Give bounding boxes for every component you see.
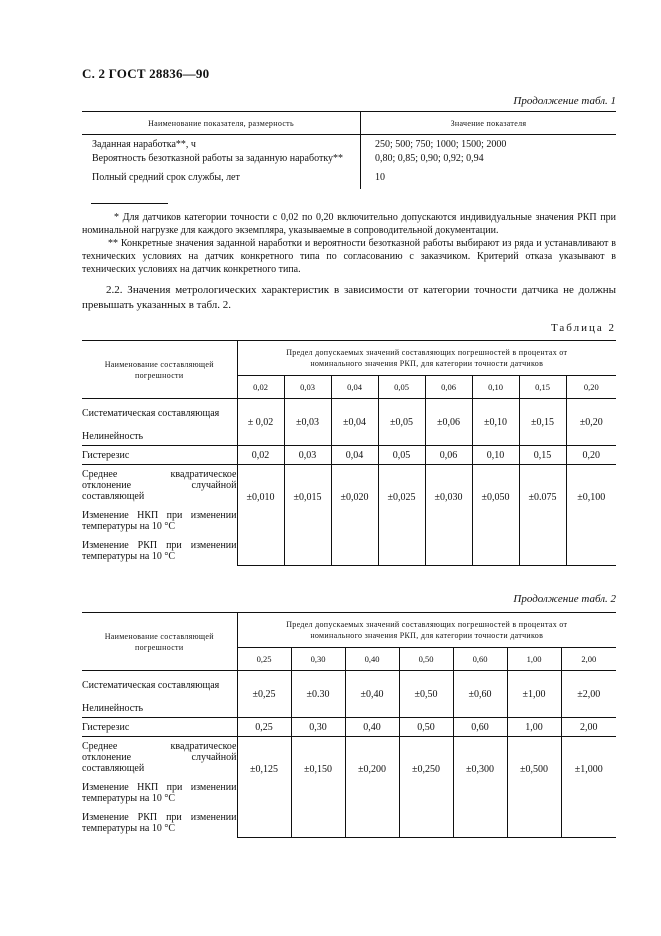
table-1-cell-value: 250; 500; 750; 1000; 1500; 2000 [375, 139, 507, 150]
footnote-2: ** Конкретные значения заданной наработки и вероятности безотказной работы выбирают из ряда и устанавливают в технических условиях на датчик конкретного типа по согласованию с заказчиком. Критерий отказа указывают в технических условиях на датчик конкретного типа. [82, 238, 616, 275]
table1-continuation: Продолжение табл. 1 [513, 95, 616, 107]
table-2-group-header: Предел допускаемых значений составляющих погрешностей в процентах от номинального значения РКП, для категории точности датчиков [237, 341, 616, 376]
table-2-header-row [82, 341, 616, 376]
value-cell: ±0,05 [378, 399, 425, 446]
value-cell: 0,50 [399, 718, 453, 737]
table-1-cell-name: Заданная наработка**, ч [82, 135, 361, 151]
value-cell: ±0,025 [378, 465, 425, 566]
value-cell: ±0.30 [291, 671, 345, 718]
value-cell: ±0,03 [284, 399, 331, 446]
category-cell: 0,30 [291, 648, 345, 671]
value-cell: ±0,125 [237, 737, 291, 838]
row-label-hysteresis: Гистерезис [82, 718, 237, 737]
table-1-cell-name: Полный средний срок службы, лет [82, 164, 361, 189]
category-cell: 0,25 [237, 648, 291, 671]
value-cell: ±0,015 [284, 465, 331, 566]
value-cell: ±0,300 [453, 737, 507, 838]
value-cell: ±0,40 [345, 671, 399, 718]
category-cell: 0,05 [378, 376, 425, 399]
table-2-header-row [82, 613, 616, 648]
row-label-systematic: Систематическая составляющая [82, 399, 237, 429]
table-1-col-value: Значение показателя [361, 112, 617, 135]
category-cell: 0,50 [399, 648, 453, 671]
table-row [82, 399, 616, 429]
table-1 [82, 111, 616, 189]
category-cell: 0,15 [519, 376, 566, 399]
value-cell: ±0,200 [345, 737, 399, 838]
table-2 [82, 340, 616, 566]
table-row [82, 718, 616, 737]
category-cell: 0,60 [453, 648, 507, 671]
value-cell: ±0,150 [291, 737, 345, 838]
category-cell: 0,10 [472, 376, 519, 399]
row-label-random: Среднее квадратическое отклонение случайной составляющей [82, 737, 237, 778]
category-cell: 1,00 [507, 648, 561, 671]
value-cell: 0,25 [237, 718, 291, 737]
value-cell: ±0,100 [566, 465, 616, 566]
value-cell: 0,05 [378, 446, 425, 465]
table-row [82, 737, 616, 778]
value-cell: 0,04 [331, 446, 378, 465]
value-cell: 0,40 [345, 718, 399, 737]
category-cell: 0,40 [345, 648, 399, 671]
footnote-1: * Для датчиков категории точности с 0,02 по 0,20 включительно допускаются индивидуальные значения РКП при номинальной нагрузке для каждого экземпляра, указываемые в сопроводительной документации. [82, 212, 616, 236]
table-2-group-header: Предел допускаемых значений составляющих погрешностей в процентах от номинального значения РКП, для категории точности датчиков [237, 613, 616, 648]
row-label-nonlinearity: Нелинейность [82, 701, 237, 718]
row-label-nkp: Изменение НКП при изменении температуры на 10 °С [82, 506, 237, 536]
value-cell: ±0,250 [399, 737, 453, 838]
value-cell: ±0,020 [331, 465, 378, 566]
value-cell: ± 0,02 [237, 399, 284, 446]
row-label-nonlinearity: Нелинейность [82, 429, 237, 446]
table-1-col-name: Наименование показателя, размерность [82, 112, 361, 135]
value-cell: ±0,60 [453, 671, 507, 718]
value-cell: ±1,000 [561, 737, 616, 838]
row-label-hysteresis: Гистерезис [82, 446, 237, 465]
value-cell: ±0,06 [425, 399, 472, 446]
row-label-systematic: Систематическая составляющая [82, 671, 237, 701]
page-header: С. 2 ГОСТ 28836—90 [82, 66, 210, 81]
value-cell: 0,60 [453, 718, 507, 737]
value-cell: 0,20 [566, 446, 616, 465]
value-cell: 1,00 [507, 718, 561, 737]
value-cell: ±0,04 [331, 399, 378, 446]
table-1-cell-name: Вероятность безотказной работы за заданную наработку** [82, 150, 361, 164]
value-cell: ±0,010 [237, 465, 284, 566]
category-cell: 0,20 [566, 376, 616, 399]
value-cell: ±0,030 [425, 465, 472, 566]
value-cell: ±0,10 [472, 399, 519, 446]
table-2-continued [82, 612, 616, 838]
table-row [82, 135, 616, 151]
table-1-cell-value: 0,80; 0,85; 0,90; 0,92; 0,94 [375, 153, 484, 164]
value-cell: 0,03 [284, 446, 331, 465]
table-1-header-row [82, 112, 616, 135]
category-cell: 0,04 [331, 376, 378, 399]
value-cell: 0,02 [237, 446, 284, 465]
value-cell: ±0,20 [566, 399, 616, 446]
value-cell: ±0,500 [507, 737, 561, 838]
value-cell: ±0,50 [399, 671, 453, 718]
value-cell: ±0,15 [519, 399, 566, 446]
table2-continuation: Продолжение табл. 2 [513, 593, 616, 605]
row-label-rkp: Изменение РКП при изменении температуры на 10 °С [82, 808, 237, 838]
category-cell: 0,06 [425, 376, 472, 399]
table-row [82, 465, 616, 506]
value-cell: 2,00 [561, 718, 616, 737]
value-cell: ±0.075 [519, 465, 566, 566]
table-2-col-header: Наименование составляющей погрешности [82, 341, 237, 399]
table-row [82, 164, 616, 189]
value-cell: 0,30 [291, 718, 345, 737]
table-row [82, 671, 616, 701]
row-label-rkp: Изменение РКП при изменении температуры на 10 °С [82, 536, 237, 566]
row-label-random: Среднее квадратическое отклонение случайной составляющей [82, 465, 237, 506]
row-label-nkp: Изменение НКП при изменении температуры на 10 °С [82, 778, 237, 808]
paragraph-2-2: 2.2. Значения метрологических характеристик в зависимости от категории точности датчика не должны превышать указанных в табл. 2. [82, 284, 616, 311]
table-row [82, 150, 616, 164]
value-cell: ±2,00 [561, 671, 616, 718]
value-cell: 0,06 [425, 446, 472, 465]
category-cell: 0,02 [237, 376, 284, 399]
table2-label: Таблица 2 [550, 322, 616, 334]
value-cell: 0,10 [472, 446, 519, 465]
value-cell: 0,15 [519, 446, 566, 465]
table-row [82, 446, 616, 465]
category-cell: 0,03 [284, 376, 331, 399]
value-cell: ±1,00 [507, 671, 561, 718]
value-cell: ±0,050 [472, 465, 519, 566]
table-2-col-header: Наименование составляющей погрешности [82, 613, 237, 671]
footnote-separator [91, 203, 168, 204]
table-1-cell-value: 10 [375, 172, 385, 183]
value-cell: ±0,25 [237, 671, 291, 718]
category-cell: 2,00 [561, 648, 616, 671]
